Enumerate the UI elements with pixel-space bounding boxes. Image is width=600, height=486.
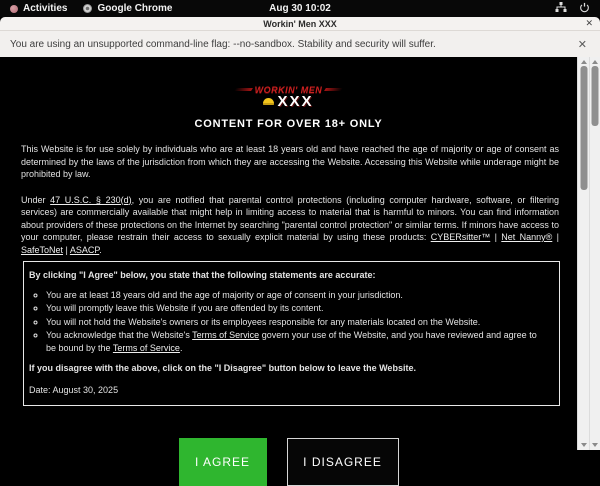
- list-item: ◦ You will not hold the Website's owners or its employees responsible for any materials located on the Website.: [46, 316, 549, 329]
- safetonet-link[interactable]: SafeToNet: [21, 244, 64, 255]
- site-logo: [0, 57, 577, 110]
- bullet-text: You acknowledge that the Website's: [46, 330, 193, 340]
- network-icon[interactable]: [555, 2, 567, 16]
- hard-hat-icon: [263, 98, 274, 105]
- terms-of-service-link[interactable]: Terms of Service: [112, 342, 180, 353]
- page-content: [0, 57, 577, 469]
- scroll-down-icon[interactable]: [581, 443, 587, 447]
- product-separator: |: [552, 232, 559, 242]
- logo-xxx-text: XXX: [277, 93, 314, 110]
- notice-text: Under: [21, 194, 51, 205]
- agreement-title: By clicking "I Agree" below, you state that the following statements are accurate:: [29, 270, 376, 280]
- scroll-up-icon[interactable]: [581, 60, 587, 64]
- agreement-box: [23, 261, 560, 406]
- agreement-bullet-list: [29, 289, 549, 355]
- product-separator: |: [63, 244, 70, 255]
- app-menu-label: Google Chrome: [97, 3, 173, 14]
- i-agree-button[interactable]: I AGREE: [179, 438, 267, 486]
- consent-buttons: [0, 438, 577, 486]
- scroll-down-icon[interactable]: [592, 443, 598, 447]
- list-item: [46, 329, 549, 354]
- clock[interactable]: Aug 30 10:02: [269, 3, 331, 14]
- i-disagree-button[interactable]: I DISAGREE: [287, 438, 399, 486]
- scrollbar-area: [577, 57, 600, 450]
- logo-wing-left-icon: [234, 88, 253, 91]
- notice-text: , you are notified that parental control protections (including computer hardware, software, or filtering services) are commercially available that might help in limiting access to material that is harmful to minors. You can find information about providers of these protections on the Internet by searching "parental control protection" or similar terms. If minors have access to your computer, please restrain their access to sexually explicit material by using these products:: [21, 194, 559, 242]
- parental-notice-paragraph: [21, 194, 559, 257]
- activities-label: Activities: [23, 3, 68, 14]
- system-top-bar: [0, 0, 600, 17]
- chrome-infobar: [0, 31, 600, 57]
- bullet-text: govern your use of the Website, and you have reviewed and agree to be bound by the: [46, 330, 537, 353]
- power-icon[interactable]: [579, 2, 590, 16]
- intro-paragraph: [21, 143, 559, 181]
- intro-text: This Website is for use solely by individuals who are at least 18 years old and have reached the age of majority or age of consent as determined by the laws of the jurisdiction from which they are accessing the Website. Accessing this Website while underage might be prohibited by law.: [21, 144, 559, 179]
- bullet-text: .: [179, 342, 183, 353]
- usc-230d-link[interactable]: 47 U.S.C. § 230(d): [50, 194, 132, 205]
- list-item: ◦ You are at least 18 years old and the age of majority or age of consent in your jurisdiction.: [46, 289, 549, 302]
- date-line: Date: August 30, 2025: [29, 384, 119, 395]
- page-title: CONTENT FOR OVER 18+ ONLY: [194, 118, 383, 130]
- cybersitter-link[interactable]: CYBERsitter™: [430, 232, 491, 242]
- list-item: ◦ You will promptly leave this Website if you are offended by its content.: [46, 302, 549, 315]
- infobar-close-icon[interactable]: ✕: [577, 38, 587, 51]
- window-title-bar: [0, 17, 600, 31]
- window-scrollbar[interactable]: [589, 57, 600, 450]
- disagree-note: If you disagree with the above, click on the "I Disagree" button below to leave the Website.: [29, 363, 416, 373]
- window-title: Workin' Men XXX: [263, 18, 337, 29]
- terms-of-service-link[interactable]: Terms of Service: [192, 330, 260, 340]
- infobar-message: You are using an unsupported command-line flag: --no-sandbox. Stability and security will suffer.: [10, 38, 436, 50]
- logo-wordmark: WORKIN' MEN: [254, 84, 323, 95]
- logo-wing-right-icon: [324, 88, 343, 91]
- asacp-link[interactable]: ASACP: [69, 244, 100, 255]
- product-separator: |: [490, 232, 502, 242]
- scroll-up-icon[interactable]: [592, 60, 598, 64]
- window-scrollbar-thumb[interactable]: [592, 66, 599, 126]
- page-scrollbar[interactable]: [577, 57, 589, 450]
- netnanny-link[interactable]: Net Nanny®: [501, 232, 553, 242]
- page-scrollbar-thumb[interactable]: [580, 66, 587, 190]
- window-close-icon[interactable]: ✕: [585, 18, 593, 28]
- notice-text: .: [99, 244, 102, 255]
